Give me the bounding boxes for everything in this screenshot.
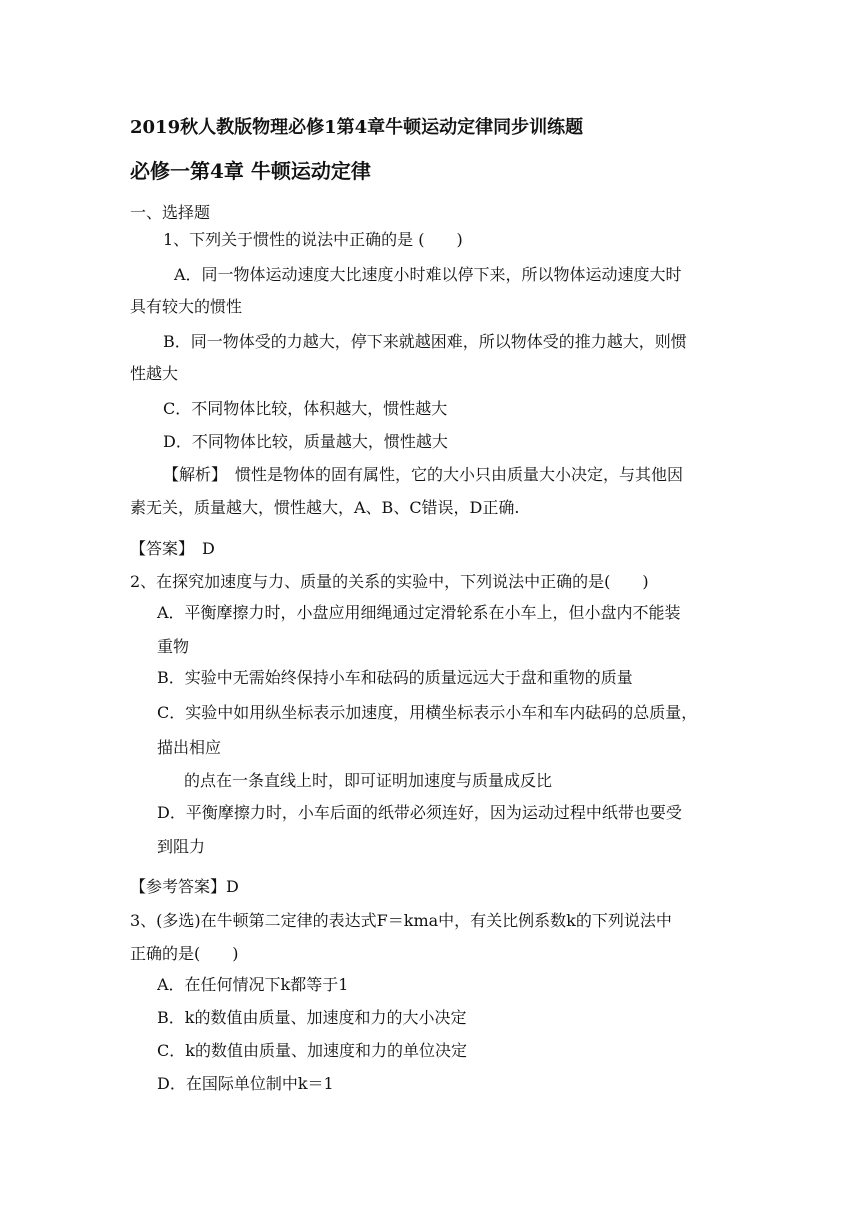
q3-option-d: D．在国际单位制中k＝1 [157,1074,334,1093]
q2-option-c: C．实验中如用纵坐标表示加速度，用横坐标表示小车和车内砝码的总质量， [157,703,698,722]
q2-option-c-cont2: 的点在一条直线上时，即可证明加速度与质量成反比 [184,771,553,790]
q1-analysis-cont: 素无关，质量越大，惯性越大，A、B、C错误，D正确. [130,498,520,517]
q1-stem: 1、下列关于惯性的说法中正确的是 ( ) [163,230,463,249]
q2-option-a: A．平衡摩擦力时，小盘应用细绳通过定滑轮系在小车上，但小盘内不能装 [157,603,681,622]
q1-option-b-cont: 性越大 [130,364,179,383]
q3-option-a: A．在任何情况下k都等于1 [157,975,349,994]
q1-option-a: A．同一物体运动速度大比速度小时难以停下来，所以物体运动速度大时 [174,265,682,284]
q2-option-b: B．实验中无需始终保持小车和砝码的质量远远大于盘和重物的质量 [157,668,633,687]
document-title: 2019秋人教版物理必修1第4章牛顿运动定律同步训练题 [130,117,584,138]
q1-option-b: B．同一物体受的力越大，停下来就越困难，所以物体受的推力越大，则惯 [163,332,687,351]
q3-option-b: B．k的数值由质量、加速度和力的大小决定 [157,1008,467,1027]
q2-option-c-cont: 描出相应 [157,738,222,757]
q2-option-d-cont: 到阻力 [157,837,206,856]
q2-answer: 【参考答案】D [130,877,239,896]
q2-option-d: D．平衡摩擦力时，小车后面的纸带必须连好，因为运动过程中纸带也要受 [157,803,682,822]
q3-option-c: C．k的数值由质量、加速度和力的单位决定 [157,1041,467,1060]
chapter-title: 必修一第4章 牛顿运动定律 [130,159,371,183]
q2-option-a-cont: 重物 [157,637,190,656]
q3-stem: 3、(多选)在牛顿第二定律的表达式F＝kma中，有关比例系数k的下列说法中 [130,911,672,930]
q1-answer: 【答案】 D [130,539,215,558]
q1-option-d: D．不同物体比较，质量越大，惯性越大 [163,432,448,451]
q1-option-c: C．不同物体比较，体积越大，惯性越大 [163,399,448,418]
q1-option-a-cont: 具有较大的惯性 [130,297,243,316]
section-heading: 一、选择题 [130,203,211,222]
q2-stem: 2、在探究加速度与力、质量的关系的实验中，下列说法中正确的是( ) [130,572,649,591]
q3-stem-cont: 正确的是( ) [130,944,239,963]
q1-analysis: 【解析】 惯性是物体的固有属性，它的大小只由质量大小决定，与其他因 [163,465,684,484]
